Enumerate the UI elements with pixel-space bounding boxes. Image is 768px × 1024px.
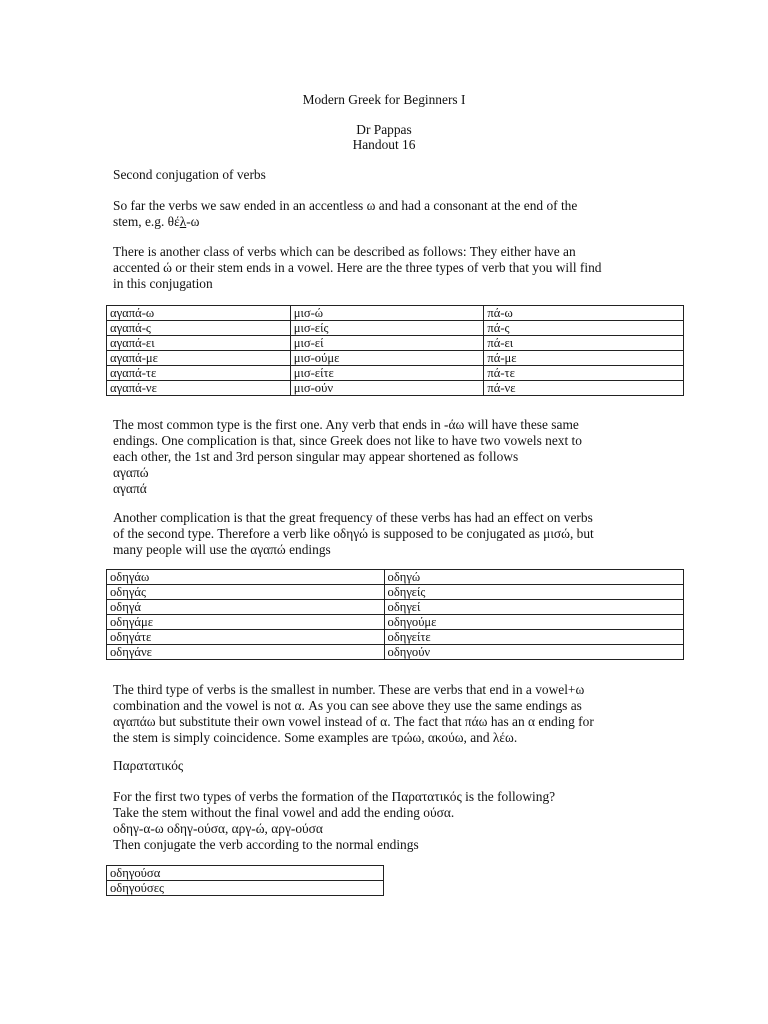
table-row <box>107 645 684 660</box>
table-cell: οδηγά <box>107 600 385 615</box>
table-row <box>107 866 384 881</box>
table-cell: πά-ει <box>484 336 684 351</box>
section-heading-second-conjugation: Second conjugation of verbs <box>113 167 266 182</box>
table-row <box>107 321 684 336</box>
paragraph-line: Another complication is that the great frequency of these verbs has had an effect on verbs <box>113 510 593 525</box>
author-name: Dr Pappas <box>356 122 412 137</box>
table-cell: μισ-εί <box>290 336 484 351</box>
paragraph-line: accented ώ or their stem ends in a vowel. Here are the three types of verb that you will find <box>113 260 602 275</box>
table-cell: αγαπά-ω <box>107 306 291 321</box>
table-row <box>107 366 684 381</box>
table-cell: οδηγάμε <box>107 615 385 630</box>
table-row <box>107 336 684 351</box>
paragraph-line: combination and the vowel is not α. As you can see above they use the same endings as <box>113 698 582 713</box>
table-cell: οδηγάτε <box>107 630 385 645</box>
table-cell: μισ-ώ <box>290 306 484 321</box>
paragraph-line: Then conjugate the verb according to the normal endings <box>113 837 419 852</box>
table-row <box>107 881 384 896</box>
table-row <box>107 585 684 600</box>
example-word: αγαπά <box>113 481 147 496</box>
paragraph-line: Take the stem without the final vowel and add the ending ούσα. <box>113 805 455 820</box>
paragraph-line: endings. One complication is that, since Greek does not like to have two vowels next to <box>113 433 582 448</box>
paragraph-line: For the first two types of verbs the formation of the Παρατατικός is the following? <box>113 789 556 804</box>
example-word: αγαπώ <box>113 465 149 480</box>
paragraph-verb-class <box>113 244 643 292</box>
table-cell: οδηγούν <box>384 645 683 660</box>
table-cell: αγαπά-ς <box>107 321 291 336</box>
table-row <box>107 306 684 321</box>
table-row <box>107 615 684 630</box>
table-cell: αγαπά-τε <box>107 366 291 381</box>
table-cell: οδηγώ <box>384 570 683 585</box>
table-cell: πά-ς <box>484 321 684 336</box>
paragraph-line: The most common type is the first one. Any verb that ends in -άω will have these same <box>113 417 579 432</box>
paragraph-intro <box>113 198 643 230</box>
conjugation-table-odigo <box>106 569 684 660</box>
paragraph-line: many people will use the αγαπώ endings <box>113 542 331 557</box>
handout-number: Handout 16 <box>352 137 416 152</box>
paragraph-line: in this conjugation <box>113 276 213 291</box>
conjugation-table-three-types <box>106 305 684 396</box>
table-cell: αγαπά-με <box>107 351 291 366</box>
underlined-letter: λ <box>179 214 187 229</box>
table-cell: οδηγάνε <box>107 645 385 660</box>
table-cell: μισ-είς <box>290 321 484 336</box>
table-cell: πά-νε <box>484 381 684 396</box>
paragraph-common-type <box>113 417 643 497</box>
table-cell: αγαπά-νε <box>107 381 291 396</box>
table-row <box>107 570 684 585</box>
paragraph-line: αγαπάω but substitute their own vowel instead of α. The fact that πάω has an α ending for <box>113 714 594 729</box>
table-cell: μισ-ούν <box>290 381 484 396</box>
table-row <box>107 381 684 396</box>
paragraph-line: The third type of verbs is the smallest in number. These are verbs that end in a vowel+ω <box>113 682 585 697</box>
table-cell: πά-ω <box>484 306 684 321</box>
paragraph-line: the stem is simply coincidence. Some examples are τρώω, ακούω, and λέω. <box>113 730 518 745</box>
table-row <box>107 600 684 615</box>
table-row <box>107 630 684 645</box>
paragraph-third-type <box>113 682 643 746</box>
section-heading-paratatikos: Παρατατικός <box>113 758 184 773</box>
table-cell: πά-τε <box>484 366 684 381</box>
conjugation-table-paratatikos <box>106 865 384 896</box>
paragraph-line: stem, e.g. θέλ-ω <box>113 214 200 229</box>
paragraph-line: of the second type. Therefore a verb like οδηγώ is supposed to be conjugated as μισώ, but <box>113 526 594 541</box>
table-cell: οδηγάω <box>107 570 385 585</box>
course-title: Modern Greek for Beginners I <box>302 92 466 107</box>
paragraph-paratatikos <box>113 789 643 853</box>
paragraph-line: each other, the 1st and 3rd person singular may appear shortened as follows <box>113 449 519 464</box>
table-cell: οδηγείτε <box>384 630 683 645</box>
table-cell: οδηγεί <box>384 600 683 615</box>
table-cell: οδηγούμε <box>384 615 683 630</box>
table-cell: μισ-ούμε <box>290 351 484 366</box>
table-cell: οδηγάς <box>107 585 385 600</box>
table-cell: οδηγούσες <box>107 881 384 896</box>
table-cell: μισ-είτε <box>290 366 484 381</box>
example-line: οδηγ-α-ω οδηγ-ούσα, αργ-ώ, αργ-ούσα <box>113 821 323 836</box>
paragraph-line: So far the verbs we saw ended in an accentless ω and had a consonant at the end of the <box>113 198 578 213</box>
table-cell: οδηγούσα <box>107 866 384 881</box>
table-cell: αγαπά-ει <box>107 336 291 351</box>
table-cell: πά-με <box>484 351 684 366</box>
paragraph-line: There is another class of verbs which can be described as follows: They either have an <box>113 244 576 259</box>
table-cell: οδηγείς <box>384 585 683 600</box>
paragraph-complication <box>113 510 643 558</box>
table-row <box>107 351 684 366</box>
